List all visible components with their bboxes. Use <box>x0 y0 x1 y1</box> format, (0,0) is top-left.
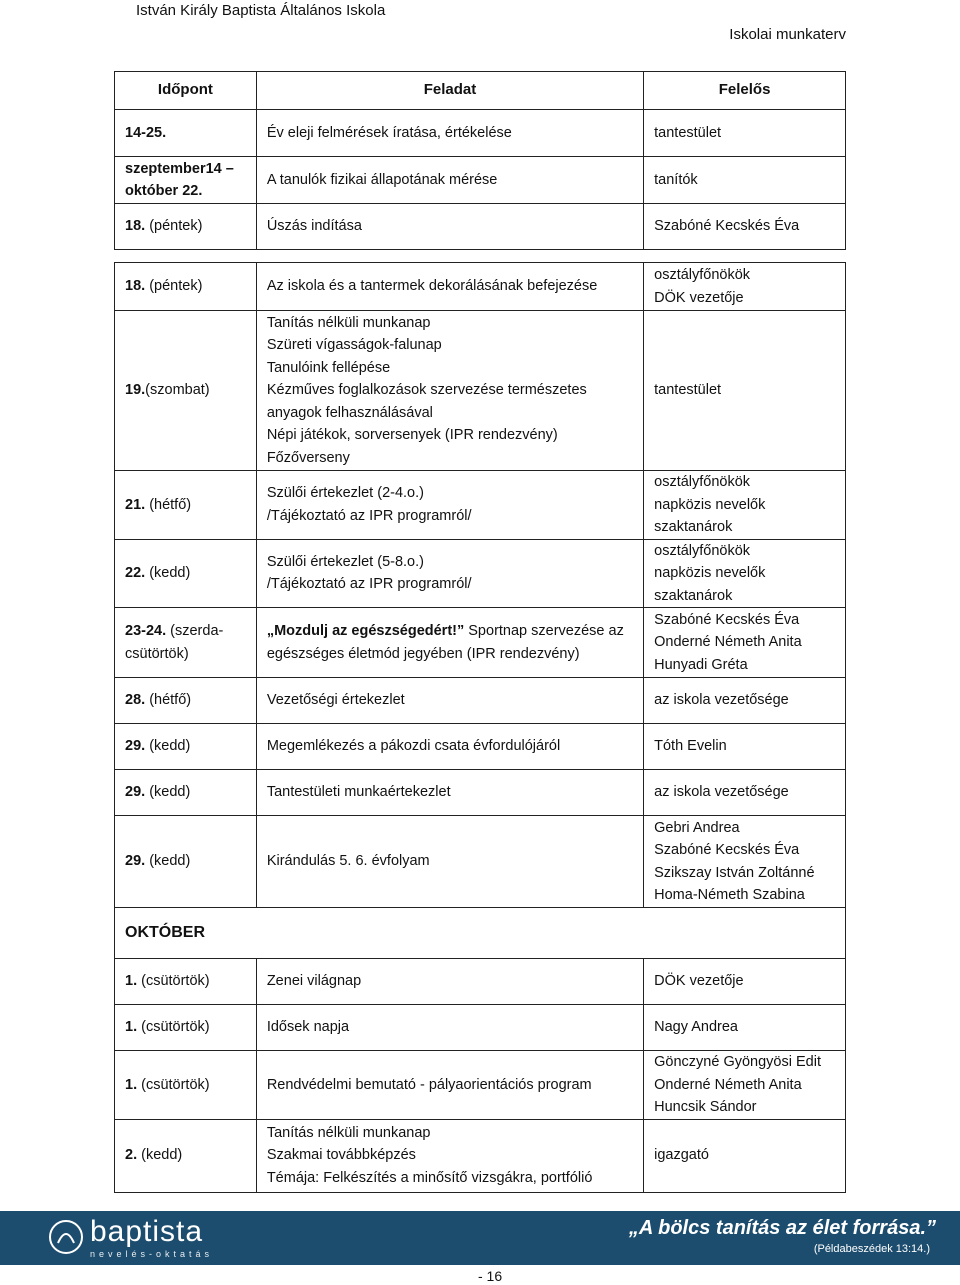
date-day: 1. <box>125 973 138 990</box>
responsible-cell: igazgató <box>644 1119 846 1192</box>
date-day: 2. <box>125 1147 138 1164</box>
table-row <box>115 1051 846 1120</box>
date-weekday: (csütörtök) <box>137 1019 210 1036</box>
table-row <box>115 471 846 540</box>
date-day: 1. <box>125 1076 138 1093</box>
task-cell: Úszás indítása <box>256 204 643 250</box>
responsible-cell: az iskola vezetősége <box>644 770 846 816</box>
table-header-row <box>115 72 846 110</box>
date-cell <box>115 110 257 157</box>
footer-quote: „A bölcs tanítás az élet forrása.” <box>628 1217 936 1239</box>
date-cell <box>115 157 257 204</box>
responsible-cell: DÖK vezetője <box>644 959 846 1005</box>
task-cell: Rendvédelmi bemutató - pályaorientációs program <box>256 1051 643 1120</box>
date-weekday: (hétfő) <box>145 692 192 709</box>
date-day: 1. <box>125 1019 138 1036</box>
task-cell: Tantestületi munkaértekezlet <box>256 770 643 816</box>
date-day: 22. <box>125 565 146 581</box>
month-row <box>115 908 846 959</box>
baptista-logo-icon <box>48 1219 84 1255</box>
task-cell: Tanítás nélküli munkanap Szakmai továbbképzés Témája: Felkészítés a minősítő vizsgákra, portfólió <box>256 1119 643 1192</box>
header-task: Feladat <box>256 72 643 110</box>
responsible-cell: tanítók <box>644 157 846 204</box>
table-row <box>115 608 846 678</box>
logo-subtitle: nevelés-oktatás <box>90 1249 214 1259</box>
task-cell: Zenei világnap <box>256 959 643 1005</box>
date-day: 18. <box>125 218 146 235</box>
date-cell <box>115 608 257 678</box>
date-weekday: (péntek) <box>145 278 203 295</box>
responsible-cell: Szabóné Kecskés Éva <box>644 204 846 250</box>
task-cell: Idősek napja <box>256 1005 643 1051</box>
date-cell <box>115 724 257 770</box>
date-weekday: (kedd) <box>145 784 191 801</box>
table-row <box>115 816 846 908</box>
date-day: 28. <box>125 692 146 709</box>
responsible-cell: osztályfőnökök DÖK vezetője <box>644 263 846 311</box>
date-weekday: (kedd) <box>145 738 191 755</box>
table-row <box>115 110 846 157</box>
table-row <box>115 1119 846 1192</box>
task-cell: Szülői értekezlet (2-4.o.) /Tájékoztató az IPR programról/ <box>256 471 643 540</box>
date-day: 21. <box>125 496 146 513</box>
date-cell <box>115 678 257 724</box>
responsible-cell: Nagy Andrea <box>644 1005 846 1051</box>
date-weekday: (kedd) <box>145 853 191 870</box>
table-row <box>115 263 846 311</box>
responsible-cell: Gebri Andrea Szabóné Kecskés Éva Szikszay István Zoltánné Homa-Németh Szabina <box>644 816 846 908</box>
date-day: szeptember14 – október 22. <box>125 160 234 199</box>
table-row <box>115 959 846 1005</box>
task-highlight: „Mozdulj az egészségedért!” <box>266 623 465 639</box>
responsible-cell: Tóth Evelin <box>644 724 846 770</box>
date-weekday: (péntek) <box>145 218 203 235</box>
school-name: István Király Baptista Általános Iskola <box>136 2 386 19</box>
responsible-cell: osztályfőnökök napközis nevelők szaktanárok <box>644 539 846 608</box>
task-cell <box>256 608 643 678</box>
page-number: - 16 <box>478 1268 503 1284</box>
date-cell <box>115 471 257 540</box>
date-cell <box>115 1051 257 1120</box>
date-weekday: (szombat) <box>145 382 210 399</box>
date-cell <box>115 204 257 250</box>
table-row <box>115 678 846 724</box>
table-row <box>115 1005 846 1051</box>
task-cell: Kirándulás 5. 6. évfolyam <box>256 816 643 908</box>
footer-banner <box>0 1211 960 1265</box>
task-text: Sportnap szervezése az egészséges életmód jegyében (IPR rendezvény) <box>266 623 624 662</box>
date-cell <box>115 1119 257 1192</box>
responsible-cell: az iskola vezetősége <box>644 678 846 724</box>
responsible-cell: Gönczyné Gyöngyösi Edit Onderné Németh Anita Huncsik Sándor <box>644 1051 846 1120</box>
task-cell: Év eleji felmérések íratása, értékelése <box>256 110 643 157</box>
date-weekday: (csütörtök) <box>137 973 210 990</box>
task-cell: Megemlékezés a pákozdi csata évfordulójáról <box>256 724 643 770</box>
task-cell: A tanulók fizikai állapotának mérése <box>256 157 643 204</box>
logo-text: baptista <box>90 1215 204 1248</box>
spacer-row <box>115 250 846 263</box>
task-cell: Tanítás nélküli munkanap Szüreti vígasságok-falunap Tanulóink fellépése Kézműves foglalkozások szervezése természetes anyagok felhasználásával Népi játékok, sorversenyek (IPR rendezvény) Főzőverseny <box>256 311 643 471</box>
responsible-cell: Szabóné Kecskés Éva Onderné Németh Anita Hunyadi Gréta <box>644 608 846 678</box>
table-row <box>115 724 846 770</box>
table-row <box>115 539 846 608</box>
date-weekday: (szerda- csütörtök) <box>125 623 224 662</box>
date-cell <box>115 959 257 1005</box>
responsible-cell: tantestület <box>644 311 846 471</box>
schedule-table <box>114 71 846 1193</box>
date-weekday: (kedd) <box>137 1147 183 1164</box>
date-cell <box>115 770 257 816</box>
date-day: 29. <box>125 853 146 870</box>
date-weekday: (csütörtök) <box>137 1076 210 1093</box>
table-row <box>115 311 846 471</box>
month-title: OKTÓBER <box>115 908 846 959</box>
header-date: Időpont <box>115 72 257 110</box>
date-day: 23-24. <box>125 623 167 639</box>
header-responsible: Felelős <box>644 72 846 110</box>
date-cell <box>115 311 257 471</box>
task-cell: Az iskola és a tantermek dekorálásának befejezése <box>256 263 643 311</box>
date-cell <box>115 263 257 311</box>
task-cell: Vezetőségi értekezlet <box>256 678 643 724</box>
date-day: 14-25. <box>125 124 167 141</box>
date-day: 19. <box>125 382 146 399</box>
responsible-cell: tantestület <box>644 110 846 157</box>
document-title: Iskolai munkaterv <box>729 26 846 43</box>
date-cell <box>115 1005 257 1051</box>
table-row <box>115 157 846 204</box>
responsible-cell: osztályfőnökök napközis nevelők szaktanárok <box>644 471 846 540</box>
date-cell <box>115 539 257 608</box>
date-cell <box>115 816 257 908</box>
task-cell: Szülői értekezlet (5-8.o.) /Tájékoztató az IPR programról/ <box>256 539 643 608</box>
footer-quote-reference: (Példabeszédek 13:14.) <box>813 1243 930 1255</box>
table-row <box>115 204 846 250</box>
date-weekday: (kedd) <box>145 565 191 581</box>
table-row <box>115 770 846 816</box>
date-day: 29. <box>125 784 146 801</box>
date-day: 18. <box>125 278 146 295</box>
date-weekday: (hétfő) <box>145 496 192 513</box>
date-day: 29. <box>125 738 146 755</box>
